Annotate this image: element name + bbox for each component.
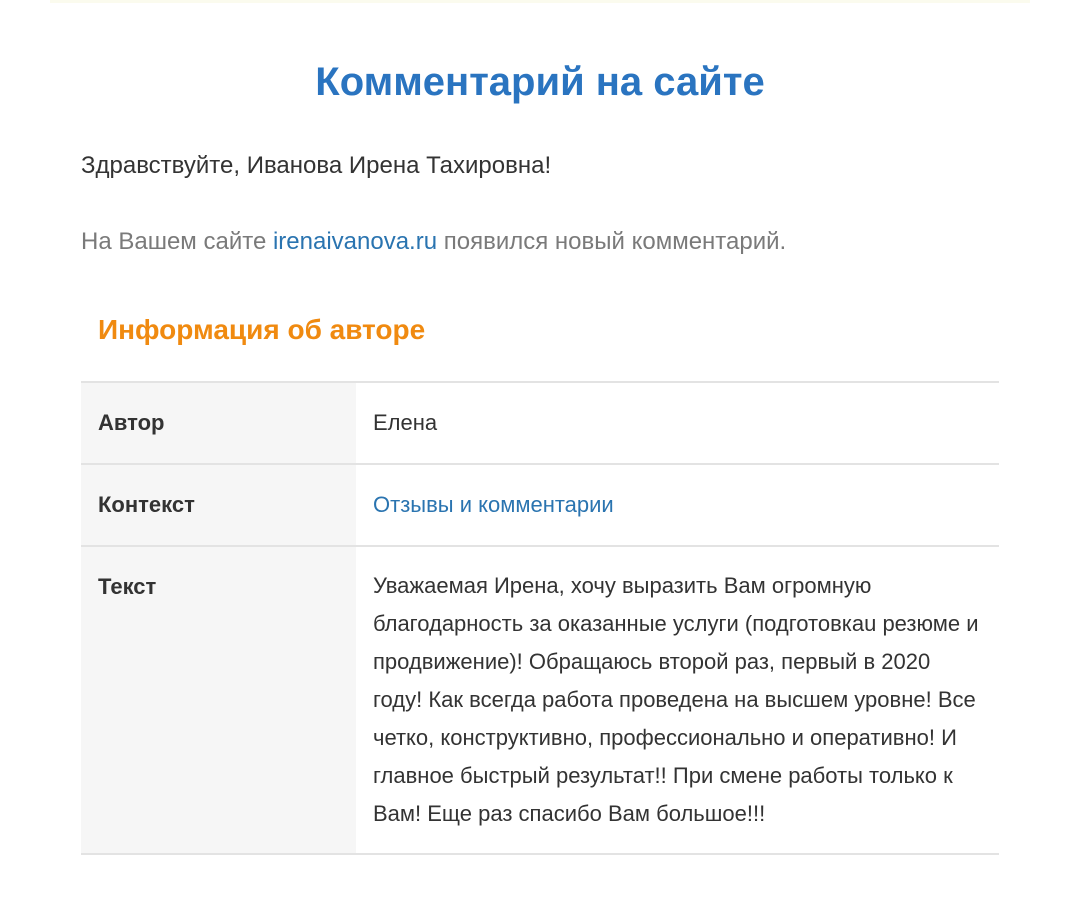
author-info-table: [81, 381, 999, 855]
site-link[interactable]: irenaivanova.ru: [272, 228, 438, 255]
comment-text-value: Уважаемая Ирена, хочу выразить Вам огромную благодарность за оказанные услуги (подготовкаu резюме и продвижение)! Обращаюсь второй раз, первый в 2020 году! Как всегда работа проведена на высшем уровне! Все четко, конструктивно, профессионально и оперативно! И главное быстрый результат!! При смене работы только к Вам! Еще раз спасибо Вам большое!!!: [356, 546, 999, 854]
row-label: Автор: [81, 382, 356, 464]
notice-text: [81, 226, 786, 258]
author-info-heading: Информация об авторе: [98, 314, 426, 345]
top-divider-strip: [50, 0, 1030, 3]
notice-after: появился новый комментарий.: [437, 228, 787, 255]
table-row-context: [81, 464, 999, 546]
row-label: Текст: [81, 546, 356, 854]
table-row-text: [81, 546, 999, 854]
context-link[interactable]: Отзывы и комментарии: [373, 492, 614, 517]
greeting-text: Здравствуйте, Иванова Ирена Тахировна!: [81, 152, 552, 179]
row-label: Контекст: [81, 464, 356, 546]
context-value: [356, 464, 999, 546]
author-name-value: Елена: [356, 382, 999, 464]
email-title: Комментарий на сайте: [315, 60, 765, 104]
table-row-author: [81, 382, 999, 464]
notice-before: На Вашем сайте: [81, 228, 273, 255]
